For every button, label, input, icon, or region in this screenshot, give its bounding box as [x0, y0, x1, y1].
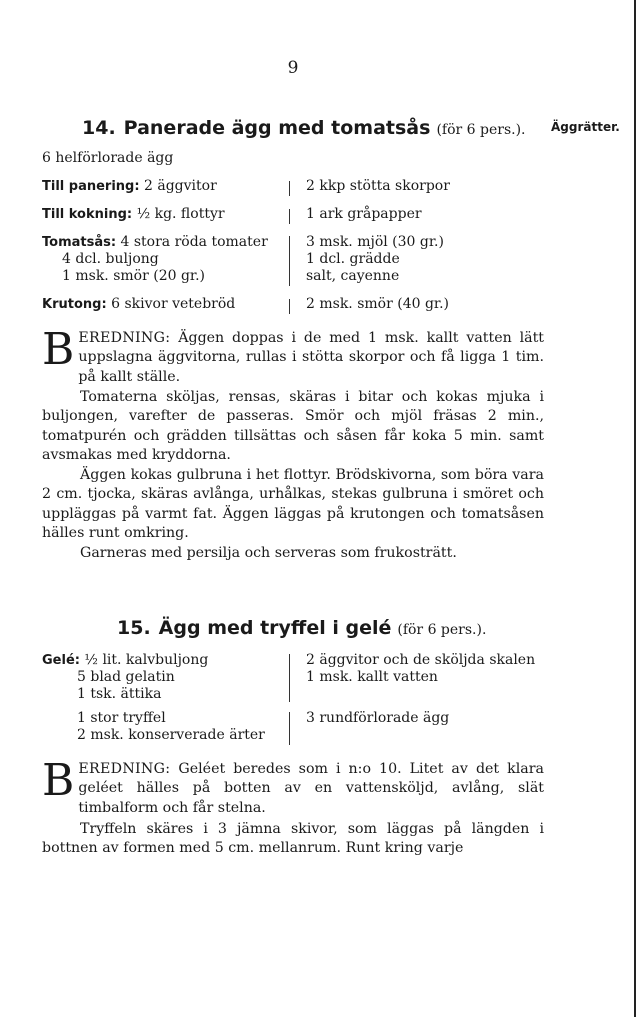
tomatsas-label: Tomatsås:	[42, 235, 117, 250]
recipe-15-number: 15.	[117, 617, 151, 639]
recipe-14-title	[82, 117, 526, 139]
kokning-right	[306, 206, 422, 223]
panering-item: 2 kkp stötta skorpor	[306, 178, 450, 194]
recipe-15-title	[117, 617, 486, 639]
column-divider	[289, 209, 290, 224]
drop-cap: B	[42, 324, 75, 375]
tomatsas-item: salt, cayenne	[306, 268, 400, 284]
tomatsas-item: 4 stora röda tomater	[120, 234, 268, 250]
gele-item: 2 äggvitor och de sköljda skalen	[306, 652, 536, 668]
kokning-left	[42, 206, 225, 223]
tomatsas-item: 1 dcl. grädde	[306, 251, 400, 267]
column-divider	[289, 654, 290, 702]
page-number: 9	[287, 58, 299, 78]
krutong-right	[306, 296, 449, 313]
tryffel-right	[306, 710, 449, 727]
panering-label: Till panering:	[42, 179, 140, 194]
kokning-item: ½ kg. flottyr	[136, 206, 225, 222]
tryffel-item: 1 stor tryffel	[77, 710, 166, 726]
recipe-14-base-ingredient: 6 helförlorade ägg	[42, 150, 174, 166]
tryffel-item: 2 msk. konserverade ärter	[77, 727, 265, 743]
tomatsas-item: 4 dcl. buljong	[62, 251, 159, 267]
gele-item: ½ lit. kalvbuljong	[84, 652, 209, 668]
recipe-14-method-paragraph	[42, 324, 544, 387]
tryffel-left	[42, 710, 265, 744]
recipe-15-method-paragraph: Tryffeln skäres i 3 jämna skivor, som läggas på längden i bottnen av formen med 5 cm. mellanrum. Runt kring varje	[42, 821, 544, 857]
tomatsas-item: 1 msk. smör (20 gr.)	[62, 268, 205, 284]
method-text: Geléet beredes som i n:o 10. Litet av det klara geléet hälles på botten av en vattensköljd, avlång, slät timbalform och får stelna.	[78, 761, 544, 816]
gele-label: Gelé:	[42, 653, 80, 668]
panering-item: 2 äggvitor	[144, 178, 217, 194]
gele-item: 1 tsk. ättika	[77, 686, 162, 702]
tomatsas-item: 3 msk. mjöl (30 gr.)	[306, 234, 444, 250]
column-divider	[289, 299, 290, 314]
krutong-label: Krutong:	[42, 297, 107, 312]
tryffel-item: 3 rundförlorade ägg	[306, 710, 450, 726]
gele-item: 1 msk. kallt vatten	[306, 669, 438, 685]
tomatsas-left	[42, 234, 268, 285]
page-edge-line	[634, 0, 636, 1017]
gele-item: 5 blad gelatin	[77, 669, 175, 685]
method-heading: EREDNING:	[78, 330, 171, 346]
column-divider	[289, 712, 290, 745]
krutong-left	[42, 296, 235, 313]
panering-left	[42, 178, 217, 195]
recipe-14-method-paragraph: Äggen kokas gulbruna i het flottyr. Brödskivorna, som böra vara 2 cm. tjocka, skäras avlånga, urhålkas, stekas gulbruna i smöret och uppläggas på varmt fat. Äggen läggas på krutongen och tomatsåsen hälles runt omkring.	[42, 467, 544, 542]
recipe-14-number: 14.	[82, 117, 116, 139]
recipe-15-method-paragraph	[42, 755, 544, 818]
kokning-item: 1 ark gråpapper	[306, 206, 422, 222]
method-text: Äggen doppas i de med 1 msk. kallt vatten lätt uppslagna äggvitorna, rullas i stötta skorpor och få ligga 1 tim. på kallt ställe.	[78, 330, 544, 385]
column-divider	[289, 181, 290, 196]
method-heading: EREDNING:	[78, 761, 171, 777]
recipe-14-method-paragraph: Tomaterna sköljas, rensas, skäras i bitar och kokas mjuka i buljongen, varefter de passeras. Smör och mjöl fräsas 2 min., tomatpurén och grädden tillsättas och såsen får koka 5 min. samt avsmakas med kryddorna.	[42, 389, 544, 464]
recipe-14-method-paragraph: Garneras med persilja och serveras som frukosträtt.	[80, 545, 457, 561]
drop-cap: B	[42, 755, 75, 806]
krutong-item: 2 msk. smör (40 gr.)	[306, 296, 449, 312]
column-divider	[289, 236, 290, 286]
krutong-item: 6 skivor vetebröd	[111, 296, 236, 312]
kokning-label: Till kokning:	[42, 207, 133, 222]
recipe-14-name: Panerade ägg med tomatsås	[123, 117, 431, 139]
gele-left	[42, 652, 208, 703]
recipe-14-serves: (för 6 pers.).	[436, 122, 526, 138]
gele-right	[306, 652, 535, 686]
recipe-15-name: Ägg med tryffel i gelé	[158, 617, 392, 639]
tomatsas-right	[306, 234, 444, 285]
recipe-15-serves: (för 6 pers.).	[397, 622, 487, 638]
panering-right	[306, 178, 450, 195]
section-heading: Äggrätter.	[551, 120, 620, 134]
